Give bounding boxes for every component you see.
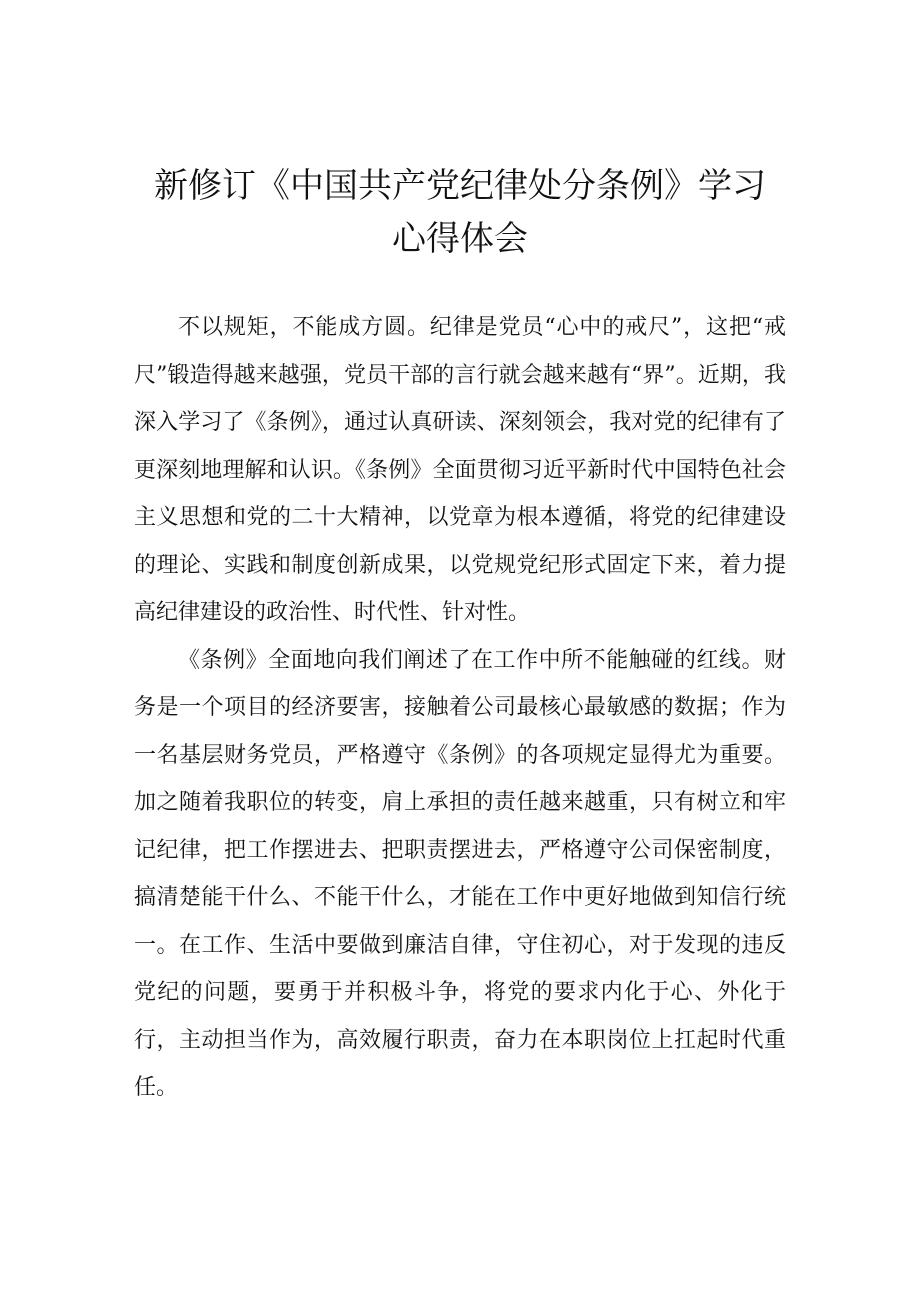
title-line-1: 新修订《中国共产党纪律处分条例》学习 <box>154 166 766 206</box>
paragraph-1: 不以规矩，不能成方圆。纪律是党员“心中的戒尺”，这把“戒尺”锻造得越来越强，党员干部的言行就会越来越有“界”。近期，我深入学习了《条例》，通过认真研读、深刻领会，我对党的纪律有了更深刻地理解和认识。《条例》全面贯彻习近平新时代中国特色社会主义思想和党的二十大精神，以党章为根本遵循，将党的纪律建设的理论、实践和制度创新成果，以党规党纪形式固定下来，着力提高纪律建设的政治性、时代性、针对性。 <box>134 315 786 625</box>
title-line-2: 心得体会 <box>392 219 528 259</box>
paragraph-2: 《条例》全面地向我们阐述了在工作中所不能触碰的红线。财务是一个项目的经济要害，接触着公司最核心最敏感的数据；作为一名基层财务党员，严格遵守《条例》的各项规定显得尤为重要。加之随着我职位的转变，肩上承担的责任越来越重，只有树立和牢记纪律，把工作摆进去、把职责摆进去，严格遵守公司保密制度，搞清楚能干什么、不能干什么，才能在工作中更好地做到知信行统一。在工作、生活中要做到廉洁自律，守住初心，对于发现的违反党纪的问题，要勇于并积极斗争，将党的要求内化于心、外化于行，主动担当作为，高效履行职责，奋力在本职岗位上扛起时代重任。 <box>134 647 786 1100</box>
document-title <box>100 160 820 266</box>
document-body <box>134 304 786 1112</box>
